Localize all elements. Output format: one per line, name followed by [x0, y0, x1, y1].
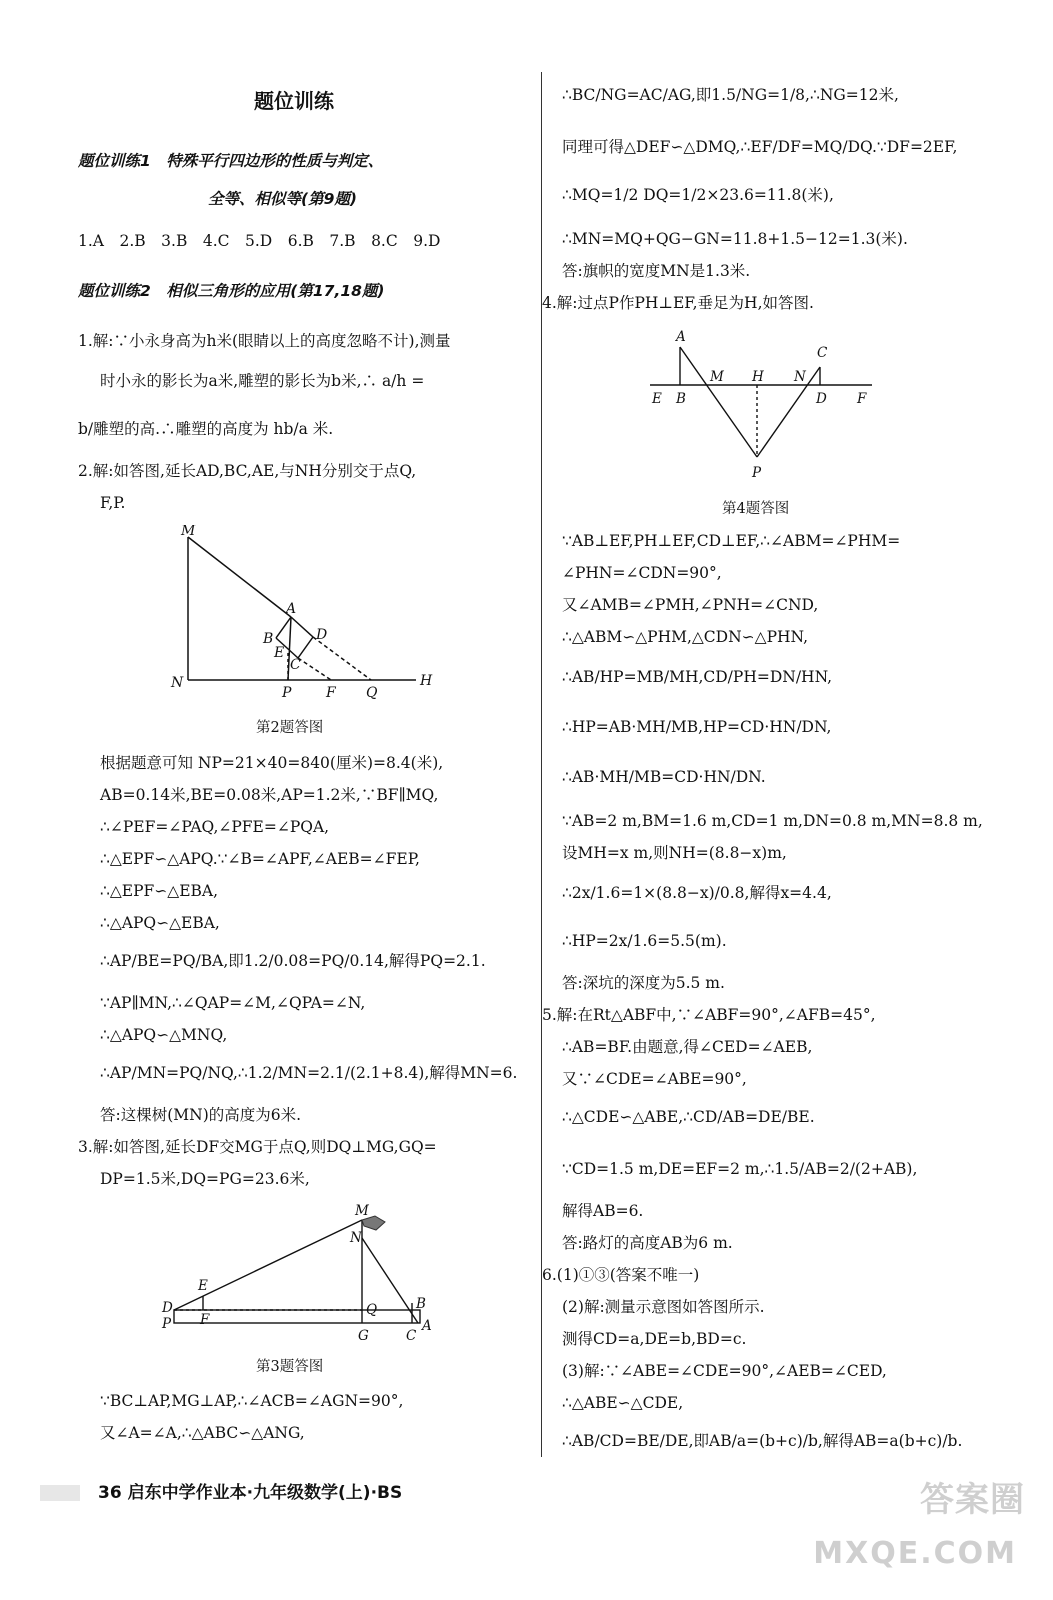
text-line: ∴MQ=1/2 DQ=1/2×23.6=11.8(米),: [562, 186, 834, 204]
text-line: ∴MN=MQ+QG−GN=11.8+1.5−12=1.3(米).: [562, 230, 908, 248]
text-line: 根据题意可知 NP=21×40=840(厘米)=8.4(米),: [100, 754, 444, 772]
text-line: ∴△EPF∽△EBA,: [100, 882, 219, 900]
text-line: ∴HP=AB·MH/MB,HP=CD·HN/DN,: [562, 718, 832, 736]
figure-2: [166, 525, 436, 705]
text-line: ∴HP=2x/1.6=5.5(m).: [562, 932, 727, 950]
text-line: 答:这棵树(MN)的高度为6米.: [100, 1106, 302, 1124]
page-footer: [40, 1478, 402, 1503]
figure-4: [642, 325, 882, 490]
fig2-label-C: C: [290, 657, 301, 673]
text-line: 测得CD=a,DE=b,BD=c.: [562, 1330, 747, 1348]
fig4-label-E: E: [652, 391, 662, 407]
text-line: ∴△CDE∽△ABE,∴CD/AB=DE/BE.: [562, 1108, 815, 1126]
text-line: ∴△EPF∽△APQ.∵∠B=∠APF,∠AEB=∠FEP,: [100, 850, 420, 868]
text-line: ∴AB·MH/MB=CD·HN/DN.: [562, 768, 766, 786]
fig3-label-B: B: [416, 1296, 426, 1312]
text-line: 2.解:如答图,延长AD,BC,AE,与NH分别交于点Q,: [78, 462, 417, 480]
fig4-label-B: B: [676, 391, 686, 407]
fig2-label-P: P: [282, 685, 292, 701]
text-line: 时小永的影长为a米,雕塑的影长为b米,∴ a/h =: [100, 372, 425, 390]
fig4-label-A: A: [676, 329, 686, 345]
fig2-label-N: N: [171, 675, 184, 691]
text-line: ∴△ABM∽△PHM,△CDN∽△PHN,: [562, 628, 809, 646]
text-line: ∴BC/NG=AC/AG,即1.5/NG=1/8,∴NG=12米,: [562, 86, 899, 104]
text-line: ∴AP/MN=PQ/NQ,∴1.2/MN=2.1/(2.1+8.4),解得MN=6.: [100, 1064, 518, 1082]
fig4-label-M: M: [710, 369, 724, 385]
text-line: ∴AB=BF.由题意,得∠CED=∠AEB,: [562, 1038, 813, 1056]
text-line: ∴∠PEF=∠PAQ,∠PFE=∠PQA,: [100, 818, 330, 836]
fig2-label-Q: Q: [366, 685, 378, 701]
fig3-label-M: M: [355, 1203, 369, 1219]
text-line: 4.解:过点P作PH⊥EF,垂足为H,如答图.: [542, 294, 814, 312]
fig4-label-F: F: [857, 391, 867, 407]
text-line: (2)解:测量示意图如答图所示.: [562, 1298, 765, 1316]
fig4-label-N: N: [794, 369, 806, 385]
figure-4-caption: 第4题答图: [722, 501, 790, 517]
text-line: 答:深坑的深度为5.5 m.: [562, 974, 725, 992]
text-line: ∴△APQ∽△EBA,: [100, 914, 220, 932]
text-line: ∵BC⊥AP,MG⊥AP,∴∠ACB=∠AGN=90°,: [100, 1392, 404, 1410]
section-heading-1: 题位训练1 特殊平行四边形的性质与判定、: [78, 152, 384, 170]
figure-3-caption: 第3题答图: [256, 1359, 324, 1375]
fig4-label-D: D: [816, 391, 827, 407]
text-line: 3.解:如答图,延长DF交MG于点Q,则DQ⊥MG,GQ=: [78, 1138, 437, 1156]
text-line: b/雕塑的高.∴雕塑的高度为 hb/a 米.: [78, 420, 334, 438]
text-line: ∵CD=1.5 m,DE=EF=2 m,∴1.5/AB=2/(2+AB),: [562, 1160, 918, 1178]
text-line: 6.(1)①③(答案不唯一): [542, 1266, 700, 1284]
page-title: 题位训练: [254, 89, 334, 113]
fig3-label-P: P: [162, 1316, 172, 1332]
watermark-url: MXQE.COM: [813, 1536, 1017, 1571]
text-line: 5.解:在Rt△ABF中,∵∠ABF=90°,∠AFB=45°,: [542, 1006, 876, 1024]
fig4-label-H: H: [752, 369, 764, 385]
text-line: 1.解:∵小永身高为h米(眼睛以上的高度忽略不计),测量: [78, 332, 451, 350]
text-line: ∴2x/1.6=1×(8.8−x)/0.8,解得x=4.4,: [562, 884, 832, 902]
text-line: (3)解:∵∠ABE=∠CDE=90°,∠AEB=∠CED,: [562, 1362, 887, 1380]
fig2-label-A: A: [286, 601, 297, 617]
section-heading-1-cont: 全等、相似等(第9题): [208, 190, 357, 208]
fig2-label-H: H: [420, 673, 433, 689]
text-line: ∴AB/HP=MB/MH,CD/PH=DN/HN,: [562, 668, 833, 686]
text-line: ∵AP∥MN,∴∠QAP=∠M,∠QPA=∠N,: [100, 994, 366, 1012]
text-line: F,P.: [100, 494, 126, 512]
fig3-label-C: C: [406, 1328, 417, 1344]
footer-bar: [40, 1485, 80, 1501]
text-line: AB=0.14米,BE=0.08米,AP=1.2米,∵BF∥MQ,: [100, 786, 439, 804]
fig2-label-D: D: [316, 627, 328, 643]
text-line: 答:旗帜的宽度MN是1.3米.: [562, 262, 751, 280]
fig4-label-P: P: [752, 465, 762, 481]
answers-line: 1.A 2.B 3.B 4.C 5.D 6.B 7.B 8.C 9.D: [78, 232, 441, 250]
text-line: 答:路灯的高度AB为6 m.: [562, 1234, 733, 1252]
text-line: ∴△APQ∽△MNQ,: [100, 1026, 228, 1044]
fig2-label-F: F: [326, 685, 336, 701]
text-line: 又∵∠CDE=∠ABE=90°,: [562, 1070, 747, 1088]
fig4-label-C: C: [817, 345, 828, 361]
column-divider: [541, 72, 542, 1457]
text-line: 设MH=x m,则NH=(8.8−x)m,: [562, 844, 787, 862]
text-line: ∠PHN=∠CDN=90°,: [562, 564, 722, 582]
footer-text: 36 启东中学作业本·九年级数学(上)·BS: [98, 1483, 403, 1503]
section-heading-2: 题位训练2 相似三角形的应用(第17,18题): [78, 282, 385, 300]
text-line: ∵AB⊥EF,PH⊥EF,CD⊥EF,∴∠ABM=∠PHM=: [562, 532, 901, 550]
text-line: 解得AB=6.: [562, 1202, 644, 1220]
text-line: ∴△ABE∽△CDE,: [562, 1394, 684, 1412]
text-line: 同理可得△DEF∽△DMQ,∴EF/DF=MQ/DQ.∵DF=2EF,: [562, 138, 958, 156]
text-line: ∴AB/CD=BE/DE,即AB/a=(b+c)/b,解得AB=a(b+c)/b.: [562, 1432, 963, 1450]
text-line: DP=1.5米,DQ=PG=23.6米,: [100, 1170, 310, 1188]
text-line: ∴AP/BE=PQ/BA,即1.2/0.08=PQ/0.14,解得PQ=2.1.: [100, 952, 486, 970]
watermark-logo: 答案圈: [920, 1480, 1025, 1520]
fig2-label-E: E: [274, 645, 285, 661]
figure-2-caption: 第2题答图: [256, 720, 324, 736]
fig2-label-M: M: [181, 525, 196, 539]
fig3-label-D: D: [162, 1300, 173, 1316]
fig3-label-N: N: [350, 1230, 362, 1246]
fig2-label-B: B: [263, 631, 274, 647]
text-line: 又∠A=∠A,∴△ABC∽△ANG,: [100, 1424, 305, 1442]
fig3-label-F: F: [200, 1312, 210, 1328]
fig3-label-E: E: [198, 1278, 208, 1294]
text-line: ∵AB=2 m,BM=1.6 m,CD=1 m,DN=0.8 m,MN=8.8 m,: [562, 812, 983, 830]
text-line: 又∠AMB=∠PMH,∠PNH=∠CND,: [562, 596, 819, 614]
fig3-label-A: A: [422, 1318, 432, 1334]
fig3-label-G: G: [358, 1328, 369, 1344]
figure-3: [160, 1200, 440, 1345]
fig3-label-Q: Q: [366, 1302, 378, 1318]
